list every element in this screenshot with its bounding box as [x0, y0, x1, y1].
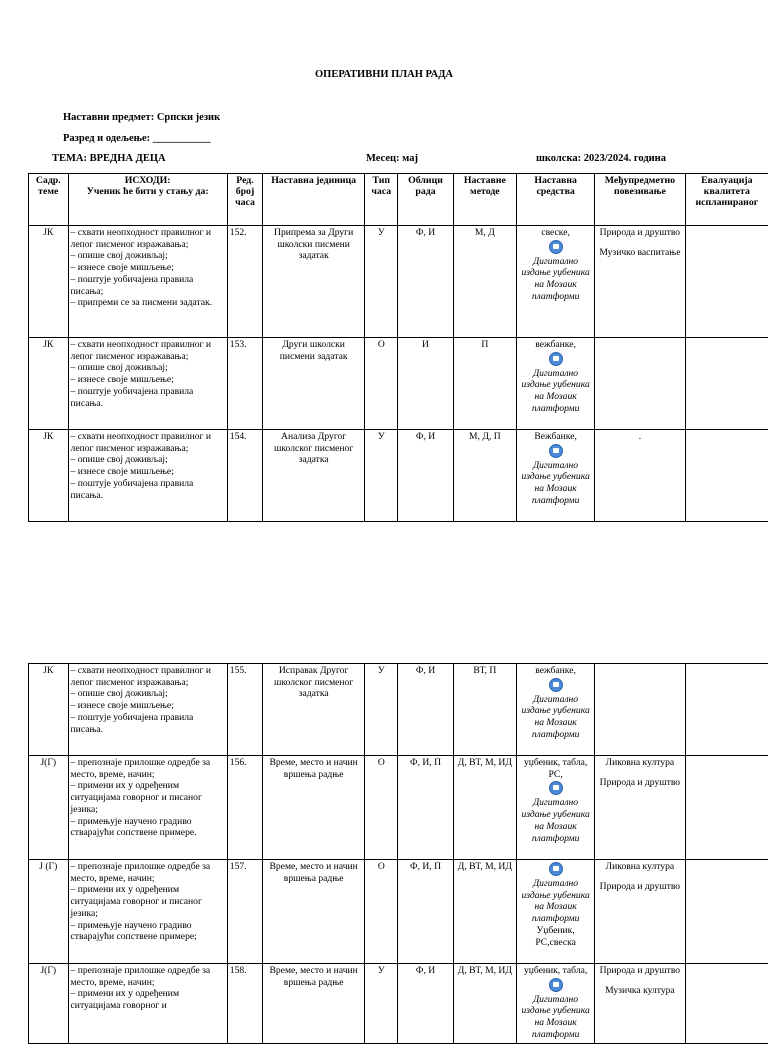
cell-outcomes [68, 756, 227, 860]
cell-forms: Ф, И [398, 964, 453, 1044]
subject-line: Наставни предмет: Српски језик [63, 112, 220, 123]
cell-correlation [595, 860, 686, 964]
cell-forms: Ф, И, П [398, 756, 453, 860]
outcome-item: – примењује научено градиво стварајући сопствене примере. [71, 816, 225, 839]
cell-outcomes [68, 664, 227, 756]
outcome-item: – схвати неопходност правилног и лепог писменог изражавања; [71, 665, 225, 688]
table-row [29, 338, 768, 430]
outcome-item: – поштује уобичајена правила писања. [71, 386, 225, 409]
cell-content: ЈК [29, 664, 69, 756]
cell-methods: М, Д, П [453, 430, 516, 522]
cell-unit: Други школски писмени задатак [263, 338, 365, 430]
digital-edition-text: Дигитално издање уџбеника на Мозаик платформи [519, 797, 592, 844]
cell-type: О [365, 860, 398, 964]
school-year-line: школска: 2023/2024. година [536, 153, 666, 164]
cell-outcomes [68, 430, 227, 522]
cell-content: ЈК [29, 430, 69, 522]
cell-unit: Припрема за Други школски писмени задатак [263, 226, 365, 338]
means-text: уџбеник, табла, [519, 965, 592, 977]
cell-correlation [595, 430, 686, 522]
outcome-item: – препознаје прилошке одредбе за место, време, начин; [71, 757, 225, 780]
document-title: ОПЕРАТИВНИ ПЛАН РАДА [0, 69, 768, 80]
correlation-gap [597, 769, 683, 777]
cell-type: У [365, 430, 398, 522]
cell-unit: Време, место и начин вршења радње [263, 964, 365, 1044]
digital-edition-text: Дигитално издање уџбеника на Мозаик платформи [519, 994, 592, 1041]
outcome-item: – изнесе своје мишљење; [71, 374, 225, 386]
digital-edition-icon[interactable] [549, 862, 563, 876]
digital-edition-icon[interactable] [549, 781, 563, 795]
cell-methods: Д, ВТ, М, ИД [453, 860, 516, 964]
cell-type: О [365, 756, 398, 860]
cell-outcomes [68, 226, 227, 338]
cell-outcomes [68, 860, 227, 964]
cell-content: Ј(Г) [29, 964, 69, 1044]
cell-evaluation [685, 338, 768, 430]
header-outcomes-title: ИСХОДИ: [71, 175, 225, 186]
table-body-top [29, 226, 768, 522]
cell-forms: И [398, 338, 453, 430]
outcome-item: – опише свој доживљај; [71, 454, 225, 466]
cell-forms: Ф, И [398, 226, 453, 338]
outcome-item: – изнесе своје мишљење; [71, 466, 225, 478]
correlation-gap [597, 977, 683, 985]
header-correlation: Међупредметно повезивање [595, 174, 686, 226]
cell-forms: Ф, И [398, 430, 453, 522]
means-text: Вежбанке, [519, 431, 592, 443]
outcome-item: – схвати неопходност правилног и лепог писменог изражавања; [71, 431, 225, 454]
cell-means [517, 338, 595, 430]
outcome-item: – примени их у одређеним ситуацијама говорног и писаног језика; [71, 780, 225, 815]
cell-correlation [595, 964, 686, 1044]
cell-type: О [365, 338, 398, 430]
cell-means [517, 226, 595, 338]
cell-forms: Ф, И, П [398, 860, 453, 964]
outcome-item: – опише свој доживљај; [71, 250, 225, 262]
cell-ordinal: 157. [227, 860, 262, 964]
header-outcomes [68, 174, 227, 226]
digital-edition-text: Дигитално издање уџбеника на Мозаик платформи [519, 460, 592, 507]
means-text: уџбеник, табла, РС, [519, 757, 592, 780]
outcome-item: – схвати неопходност правилног и лепог писменог изражавања; [71, 339, 225, 362]
cell-unit: Анализа Другог школског писменог задатка [263, 430, 365, 522]
outcome-item: – опише свој доживљај; [71, 688, 225, 700]
outcome-item: – изнесе своје мишљење; [71, 700, 225, 712]
digital-edition-text: Дигитално издање уџбеника на Мозаик платформи [519, 256, 592, 303]
cell-content: Ј(Г) [29, 756, 69, 860]
outcome-item: – поштује уобичајена правила писања. [71, 712, 225, 735]
cell-evaluation [685, 430, 768, 522]
table-row [29, 664, 768, 756]
header-evaluation: Евалуација квалитета испланираног [685, 174, 768, 226]
header-outcomes-sub: Ученик ће бити у стању да: [71, 186, 225, 197]
cell-type: У [365, 226, 398, 338]
cell-ordinal: 156. [227, 756, 262, 860]
cell-correlation [595, 664, 686, 756]
table-row [29, 430, 768, 522]
outcome-item: – препознаје прилошке одредбе за место, време, начин; [71, 965, 225, 988]
cell-ordinal: 153. [227, 338, 262, 430]
month-line: Месец: мај [366, 153, 418, 164]
cell-ordinal: 154. [227, 430, 262, 522]
outcome-item: – опише свој доживљај; [71, 362, 225, 374]
plan-table-top [28, 173, 768, 522]
correlation-item: Ликовна култура [597, 757, 683, 769]
header-unit: Наставна јединица [263, 174, 365, 226]
outcome-item: – примени их у одређеним ситуацијама говорног и [71, 988, 225, 1011]
outcome-item: – примени их у одређеним ситуацијама говорног и писаног језика; [71, 884, 225, 919]
correlation-gap [597, 239, 683, 247]
means-text: вежбанке, [519, 665, 592, 677]
outcome-item: – изнесе своје мишљење; [71, 262, 225, 274]
correlation-item: Природа и друштво [597, 227, 683, 239]
digital-edition-icon[interactable] [549, 240, 563, 254]
cell-evaluation [685, 860, 768, 964]
cell-type: У [365, 664, 398, 756]
outcome-item: – поштује уобичајена правила писања. [71, 478, 225, 501]
outcome-item: – примењује научено градиво стварајући сопствене примере; [71, 920, 225, 943]
cell-type: У [365, 964, 398, 1044]
table-row [29, 964, 768, 1044]
digital-edition-icon[interactable] [549, 978, 563, 992]
cell-evaluation [685, 664, 768, 756]
digital-edition-text: Дигитално издање уџбеника на Мозаик платформи [519, 694, 592, 741]
correlation-item: Ликовна култура [597, 861, 683, 873]
correlation-item: Музичко васпитање [597, 247, 683, 259]
header-content: Садр. теме [29, 174, 69, 226]
table-row [29, 756, 768, 860]
means-text-after: Уџбеник, РС,свеска [519, 925, 592, 948]
table-row [29, 226, 768, 338]
cell-methods: П [453, 338, 516, 430]
outcome-item: – схвати неопходност правилног и лепог писменог изражавања; [71, 227, 225, 250]
table-header-row [29, 174, 768, 226]
cell-methods: ВТ, П [453, 664, 516, 756]
cell-means [517, 964, 595, 1044]
cell-means [517, 756, 595, 860]
header-methods: Наставне методе [453, 174, 516, 226]
cell-methods: Д, ВТ, М, ИД [453, 756, 516, 860]
cell-content: Ј (Г) [29, 860, 69, 964]
outcome-item: – препознаје прилошке одредбе за место, време, начин; [71, 861, 225, 884]
header-type: Тип часа [365, 174, 398, 226]
digital-edition-text: Дигитално издање уџбеника на Мозаик платформи [519, 878, 592, 925]
table-row [29, 860, 768, 964]
cell-methods: Д, ВТ, М, ИД [453, 964, 516, 1044]
correlation-item: Природа и друштво [597, 965, 683, 977]
digital-edition-text: Дигитално издање уџбеника на Мозаик платформи [519, 368, 592, 415]
cell-content: ЈК [29, 338, 69, 430]
cell-ordinal: 152. [227, 226, 262, 338]
header-ordinal: Ред. број часа [227, 174, 262, 226]
header-forms: Облици рада [398, 174, 453, 226]
table-body-bottom [29, 664, 768, 1044]
correlation-item: Музичка култура [597, 985, 683, 997]
outcome-item: – поштује уобичајена правила писања; [71, 274, 225, 297]
grade-line: Разред и одељење: ___________ [63, 133, 211, 144]
header-means: Наставна средства [517, 174, 595, 226]
correlation-item: Природа и друштво [597, 881, 683, 893]
cell-evaluation [685, 964, 768, 1044]
correlation-gap [597, 873, 683, 881]
theme-line: ТЕМА: ВРЕДНА ДЕЦА [52, 153, 166, 164]
correlation-item: Природа и друштво [597, 777, 683, 789]
outcome-item: – припреми се за писмени задатак. [71, 297, 225, 309]
means-text: свеске, [519, 227, 592, 239]
cell-forms: Ф, И [398, 664, 453, 756]
cell-evaluation [685, 226, 768, 338]
cell-evaluation [685, 756, 768, 860]
cell-unit: Исправак Другог школског писменог задатка [263, 664, 365, 756]
cell-correlation [595, 338, 686, 430]
cell-content: ЈК [29, 226, 69, 338]
digital-edition-icon[interactable] [549, 352, 563, 366]
means-text: вежбанке, [519, 339, 592, 351]
cell-means [517, 430, 595, 522]
cell-correlation [595, 226, 686, 338]
cell-ordinal: 155. [227, 664, 262, 756]
cell-unit: Време, место и начин вршења радње [263, 860, 365, 964]
cell-ordinal: 158. [227, 964, 262, 1044]
cell-correlation [595, 756, 686, 860]
digital-edition-icon[interactable] [549, 678, 563, 692]
cell-means [517, 664, 595, 756]
digital-edition-icon[interactable] [549, 444, 563, 458]
cell-outcomes [68, 964, 227, 1044]
cell-means [517, 860, 595, 964]
cell-outcomes [68, 338, 227, 430]
correlation-item: . [597, 431, 683, 443]
cell-unit: Време, место и начин вршења радње [263, 756, 365, 860]
cell-methods: М, Д [453, 226, 516, 338]
plan-table-bottom [28, 663, 768, 1044]
